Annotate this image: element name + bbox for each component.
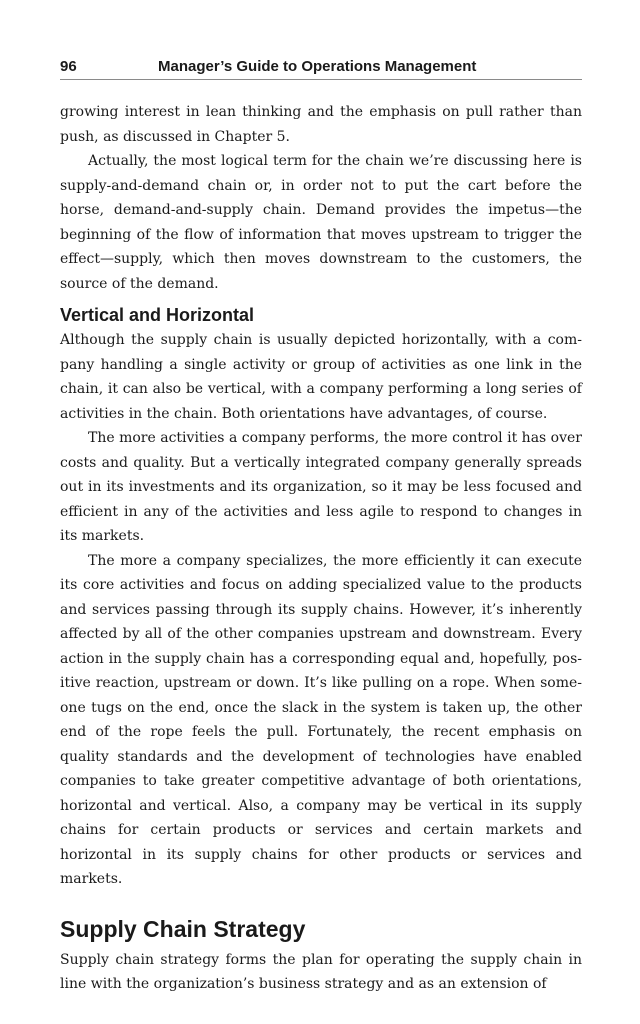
body-text bbox=[60, 100, 582, 997]
section-heading-vertical-horizontal: Vertical and Horizontal bbox=[60, 305, 255, 325]
paragraph-orientations: Although the supply chain is usually depicted horizontally, with a company handling a single activity or group of activities as one link in the chain, it can also be vertical, with a company performing a long series of activities in the chain. Both orientations have advantages, of course. bbox=[60, 332, 582, 422]
paragraph-strategy: Supply chain strategy forms the plan for operating the supply chain in line with the organization’s business strategy and as an extension of bbox=[60, 951, 582, 992]
page-number: 96 bbox=[60, 58, 77, 75]
running-header bbox=[60, 54, 582, 80]
book-title: Manager’s Guide to Operations Management bbox=[158, 58, 477, 75]
paragraph-continuation: growing interest in lean thinking and the emphasis on pull rather than push, as discussed in Chapter 5. bbox=[60, 104, 582, 145]
section-heading-supply-chain-strategy: Supply Chain Strategy bbox=[60, 915, 306, 942]
paragraph-vertical-integration: The more activities a company performs, the more control it has over costs and quality. But a vertically integrated company generally spreads out in its investments and its organization, so it may be less focused and efficient in any of the activities and less agile to respond to changes in its markets. bbox=[60, 430, 582, 544]
paragraph-specialization: The more a company specializes, the more efficiently it can execute its core activities and focus on adding specialized value to the products and services passing through its supply chains. However, it’s inherently affected by all of the other companies upstream and downstream. Every action in the supply chain has a corresponding equal and, hopefully, positive reaction, upstream or down. It’s like pulling on a rope. When someone tugs on the end, once the slack in the system is taken up, the other end of the rope feels the pull. Fortunately, the recent emphasis on quality standards and the development of technologies have enabled companies to take greater competitive advantage of both orientations, horizontal and vertical. Also, a company may be vertical in its supply chains for certain products or services and certain markets and horizontal in its supply chains for other products or services and markets. bbox=[60, 552, 582, 887]
book-page bbox=[60, 54, 582, 997]
paragraph-supply-demand-chain: Actually, the most logical term for the chain we’re discussing here is supply-and-demand chain or, in order not to put the cart before the horse, demand-and-supply chain. Demand provides the impetus—the beginning of the flow of information that moves upstream to trigger the effect—supply, which then moves downstream to the customers, the source of the demand. bbox=[60, 153, 582, 292]
